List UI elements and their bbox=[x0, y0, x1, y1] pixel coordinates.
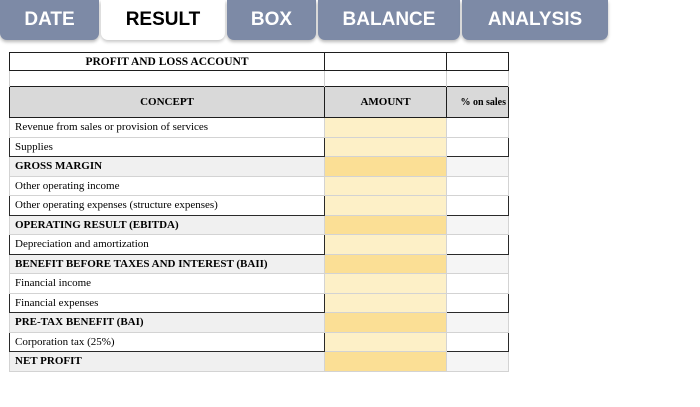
concept-cell[interactable]: OPERATING RESULT (EBITDA) bbox=[10, 215, 325, 235]
title-row bbox=[10, 53, 509, 71]
pct-cell[interactable] bbox=[447, 274, 509, 294]
concept-cell[interactable]: Financial income bbox=[10, 274, 325, 294]
amount-cell[interactable] bbox=[325, 235, 447, 255]
pct-cell[interactable] bbox=[447, 332, 509, 352]
amount-cell[interactable] bbox=[325, 215, 447, 235]
tab-box[interactable]: BOX bbox=[227, 0, 316, 40]
concept-cell[interactable]: Revenue from sales or provision of services bbox=[10, 118, 325, 138]
sheet-title: PROFIT AND LOSS ACCOUNT bbox=[10, 53, 325, 71]
amount-cell[interactable] bbox=[325, 196, 447, 216]
column-header-amount: AMOUNT bbox=[325, 87, 447, 118]
table-row-total bbox=[10, 352, 509, 372]
concept-cell[interactable]: NET PROFIT bbox=[10, 352, 325, 372]
amount-cell[interactable] bbox=[325, 274, 447, 294]
title-pct-cell[interactable] bbox=[447, 53, 509, 71]
table-row bbox=[10, 274, 509, 294]
table-row bbox=[10, 137, 509, 157]
pct-cell[interactable] bbox=[447, 313, 509, 333]
blank-cell[interactable] bbox=[447, 71, 509, 87]
pct-cell[interactable] bbox=[447, 137, 509, 157]
concept-cell[interactable]: Financial expenses bbox=[10, 293, 325, 313]
table-row bbox=[10, 176, 509, 196]
concept-cell[interactable]: Other operating expenses (structure expenses) bbox=[10, 196, 325, 216]
profit-and-loss-table bbox=[9, 52, 509, 372]
amount-cell[interactable] bbox=[325, 118, 447, 138]
table-row-total bbox=[10, 215, 509, 235]
sheet-tab-bar bbox=[0, 0, 700, 42]
amount-cell[interactable] bbox=[325, 137, 447, 157]
pct-cell[interactable] bbox=[447, 118, 509, 138]
pct-cell[interactable] bbox=[447, 254, 509, 274]
blank-cell[interactable] bbox=[325, 71, 447, 87]
title-amount-cell[interactable] bbox=[325, 53, 447, 71]
pct-cell[interactable] bbox=[447, 235, 509, 255]
table-row-total bbox=[10, 313, 509, 333]
header-row bbox=[10, 87, 509, 118]
table-row bbox=[10, 332, 509, 352]
table-row-total bbox=[10, 254, 509, 274]
tab-analysis[interactable]: ANALYSIS bbox=[462, 0, 608, 40]
table-row-total bbox=[10, 157, 509, 177]
table-row bbox=[10, 235, 509, 255]
concept-cell[interactable]: BENEFIT BEFORE TAXES AND INTEREST (BAII) bbox=[10, 254, 325, 274]
concept-cell[interactable]: Corporation tax (25%) bbox=[10, 332, 325, 352]
amount-cell[interactable] bbox=[325, 313, 447, 333]
pct-cell[interactable] bbox=[447, 157, 509, 177]
concept-cell[interactable]: Supplies bbox=[10, 137, 325, 157]
tab-date[interactable]: DATE bbox=[0, 0, 99, 40]
tab-result[interactable]: RESULT bbox=[101, 0, 225, 40]
table-row bbox=[10, 293, 509, 313]
concept-cell[interactable]: Depreciation and amortization bbox=[10, 235, 325, 255]
column-header-pct-on-sales: % on sales bbox=[447, 87, 509, 118]
concept-cell[interactable]: GROSS MARGIN bbox=[10, 157, 325, 177]
amount-cell[interactable] bbox=[325, 332, 447, 352]
amount-cell[interactable] bbox=[325, 176, 447, 196]
column-header-concept: CONCEPT bbox=[10, 87, 325, 118]
table-row bbox=[10, 196, 509, 216]
pct-cell[interactable] bbox=[447, 293, 509, 313]
amount-cell[interactable] bbox=[325, 352, 447, 372]
table-row bbox=[10, 118, 509, 138]
concept-cell[interactable]: Other operating income bbox=[10, 176, 325, 196]
pct-cell[interactable] bbox=[447, 352, 509, 372]
pct-cell[interactable] bbox=[447, 176, 509, 196]
tab-balance[interactable]: BALANCE bbox=[318, 0, 460, 40]
pct-cell[interactable] bbox=[447, 215, 509, 235]
blank-cell[interactable] bbox=[10, 71, 325, 87]
amount-cell[interactable] bbox=[325, 293, 447, 313]
pct-cell[interactable] bbox=[447, 196, 509, 216]
blank-row bbox=[10, 71, 509, 87]
amount-cell[interactable] bbox=[325, 157, 447, 177]
amount-cell[interactable] bbox=[325, 254, 447, 274]
concept-cell[interactable]: PRE-TAX BENEFIT (BAI) bbox=[10, 313, 325, 333]
